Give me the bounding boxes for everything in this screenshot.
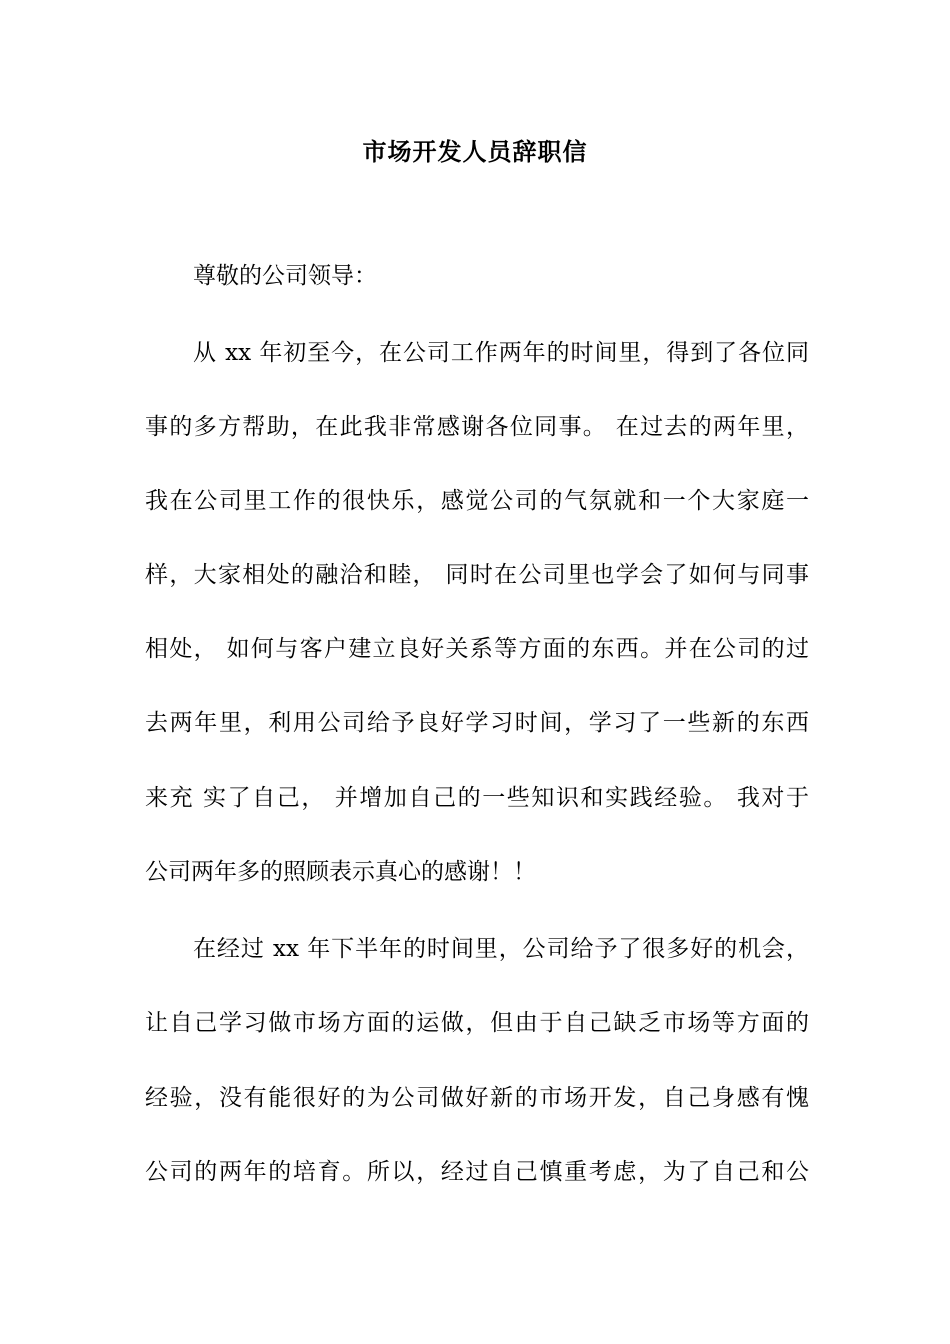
body-line: 来充 实了自己， 并增加自己的一些知识和实践经验。 我对于 xyxy=(145,785,809,811)
body-line: 公司的两年的培育。所以，经过自己慎重考虑，为了自己和公 xyxy=(145,1159,809,1185)
salutation-line: 尊敬的公司领导： xyxy=(193,263,377,289)
body-line: 公司两年多的照顾表示真心的感谢！！ xyxy=(145,859,536,885)
body-line: 事的多方帮助，在此我非常感谢各位同事。 在过去的两年里， xyxy=(145,414,809,440)
document-title: 市场开发人员辞职信 xyxy=(362,137,588,166)
body-line: 让自己学习做市场方面的运做，但由于自己缺乏市场等方面的 xyxy=(145,1010,809,1036)
body-line: 样，大家相处的融洽和睦， 同时在公司里也学会了如何与同事 xyxy=(145,562,809,588)
body-line: 从 xx 年初至今，在公司工作两年的时间里，得到了各位同 xyxy=(193,340,809,366)
body-line: 相处， 如何与客户建立良好关系等方面的东西。并在公司的过 xyxy=(145,636,809,662)
body-line: 去两年里，利用公司给予良好学习时间，学习了一些新的东西 xyxy=(145,710,809,736)
body-line: 在经过 xx 年下半年的时间里，公司给予了很多好的机会， xyxy=(193,936,809,962)
body-line: 经验，没有能很好的为公司做好新的市场开发，自己身感有愧 xyxy=(145,1085,809,1111)
body-line: 我在公司里工作的很快乐，感觉公司的气氛就和一个大家庭一 xyxy=(145,488,809,514)
